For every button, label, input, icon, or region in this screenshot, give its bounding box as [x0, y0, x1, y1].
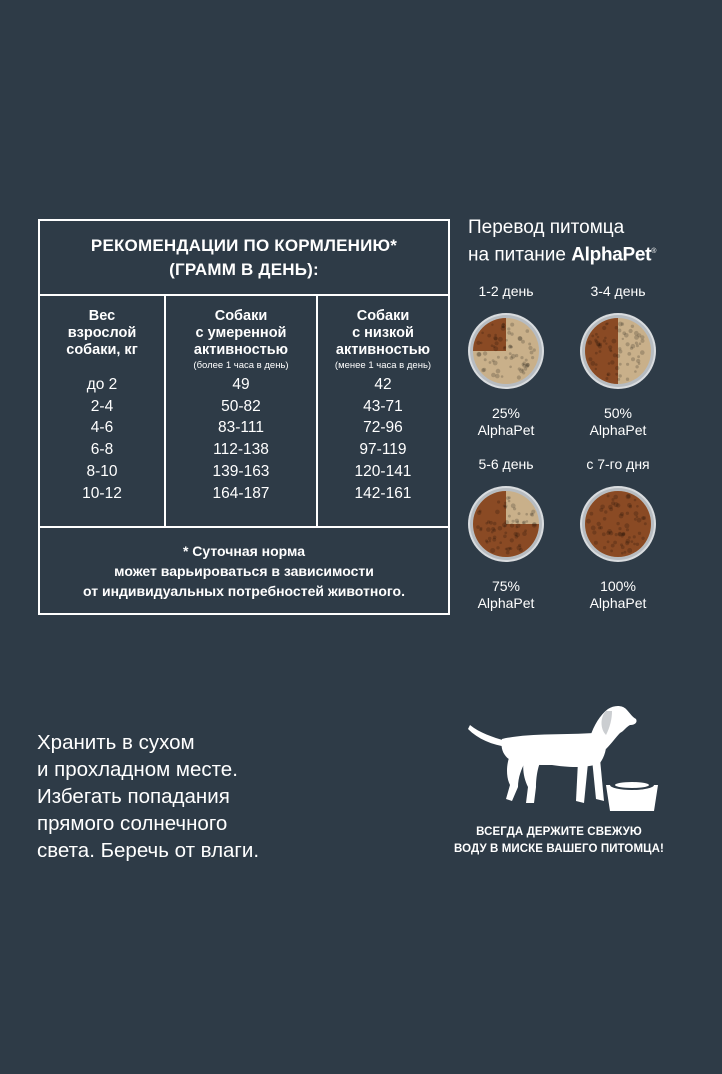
kibble-piece [622, 532, 625, 535]
kibble-piece [627, 352, 631, 356]
kibble-piece [636, 359, 640, 363]
kibble-piece [644, 522, 647, 525]
feeding-table-body [40, 296, 448, 528]
kibble-piece [598, 344, 602, 348]
table-cell: 112-138 [213, 441, 269, 459]
kibble-piece [636, 516, 639, 519]
kibble-piece [499, 541, 502, 544]
table-cell: 8-10 [86, 462, 118, 480]
kibble-piece [597, 522, 601, 526]
kibble-piece [493, 536, 497, 540]
kibble-piece [605, 377, 608, 380]
kibble-piece [631, 357, 635, 361]
kibble-piece [476, 525, 480, 529]
stage-day-label: 3-4 день [590, 283, 646, 299]
kibble-piece [636, 543, 639, 546]
kibble-piece [518, 544, 521, 547]
kibble-piece [637, 355, 640, 358]
table-cell: 83-111 [218, 419, 264, 437]
kibble-piece [626, 512, 629, 515]
kibble-piece [504, 502, 507, 505]
stage-percent: 50% [603, 405, 633, 421]
kibble-piece [614, 502, 619, 507]
kibble-piece [517, 375, 521, 379]
kibble-piece [633, 535, 636, 538]
kibble-piece [509, 366, 512, 369]
kibble-piece [602, 326, 606, 330]
transition-stage-3 [451, 456, 561, 612]
kibble-piece [613, 541, 617, 545]
kibble-piece [526, 329, 530, 333]
kibble-piece [480, 342, 483, 345]
kibble-piece [602, 532, 606, 536]
kibble-piece [641, 339, 645, 343]
stage-brand: AlphaPet [477, 422, 535, 438]
kibble-piece [635, 365, 638, 368]
kibble-piece [532, 522, 536, 526]
kibble-piece [481, 332, 484, 335]
storage-line: света. Беречь от влаги. [37, 839, 260, 862]
kibble-piece [604, 510, 607, 513]
kibble-piece [633, 543, 636, 546]
column-header-line: Собаки [214, 308, 268, 324]
kibble-piece [637, 333, 641, 337]
transition-stage-2 [563, 283, 673, 439]
kibble-piece [504, 356, 507, 359]
column-header-line: с умеренной [195, 325, 287, 341]
kibble-piece [600, 505, 605, 510]
storage-instructions [37, 729, 259, 864]
kibble-piece [506, 496, 510, 500]
kibble-piece [636, 344, 639, 347]
kibble-piece [627, 503, 632, 508]
kibble-piece [490, 548, 495, 553]
water-reminder-line: ВОДУ В МИСКЕ ВАШЕГО ПИТОМЦА! [454, 843, 664, 855]
feeding-table-footnote [40, 528, 448, 613]
column-values [355, 374, 412, 504]
kibble-piece [501, 375, 504, 378]
food-bowl-icon [466, 311, 546, 391]
kibble-piece [510, 538, 514, 542]
kibble-piece [526, 363, 530, 367]
kibble-piece [631, 344, 636, 349]
kibble-piece [634, 518, 637, 521]
kibble-piece [512, 520, 515, 523]
column-dog-weight [40, 296, 164, 526]
column-values [213, 374, 270, 504]
kibble-piece [511, 503, 516, 508]
kibble-piece [640, 350, 645, 355]
transition-title [468, 216, 656, 267]
kibble-piece [503, 346, 506, 349]
kibble-piece [491, 531, 494, 534]
kibble-piece [639, 342, 642, 345]
kibble-piece [509, 352, 512, 355]
kibble-piece [588, 340, 593, 345]
kibble-piece [497, 356, 500, 359]
stage-day-label: 5-6 день [478, 456, 534, 472]
column-note: (менее 1 часа в день) [334, 360, 432, 371]
footnote-line: от индивидуальных потребностей животного. [83, 582, 405, 599]
kibble-piece [607, 372, 611, 376]
kibble-piece [595, 333, 598, 336]
kibble-piece [615, 366, 619, 370]
stage-brand: AlphaPet [589, 422, 647, 438]
kibble-piece [624, 523, 629, 528]
kibble-piece [504, 532, 507, 535]
kibble-piece [524, 367, 528, 371]
kibble-piece [486, 527, 491, 532]
kibble-piece [481, 368, 485, 372]
kibble-piece [603, 339, 606, 342]
kibble-piece [491, 324, 493, 326]
table-cell: 6-8 [90, 441, 114, 459]
kibble-piece [497, 500, 500, 503]
kibble-piece [514, 532, 518, 536]
column-header-line: активностью [335, 342, 431, 358]
stage-day-label: с 7-го дня [586, 456, 650, 472]
kibble-piece [508, 345, 512, 349]
column-header [194, 308, 288, 360]
kibble-piece [607, 540, 610, 543]
kibble-piece [618, 527, 621, 530]
kibble-piece [616, 354, 620, 358]
brand-name: AlphaPet [571, 244, 652, 266]
kibble-piece [495, 341, 499, 345]
kibble-piece [507, 331, 511, 335]
kibble-piece [586, 519, 591, 524]
kibble-piece [595, 368, 597, 370]
kibble-piece [495, 374, 500, 379]
kibble-piece [607, 494, 610, 497]
kibble-piece [531, 510, 535, 514]
kibble-piece [631, 325, 634, 328]
water-reminder [428, 824, 690, 858]
kibble-piece [498, 337, 503, 342]
kibble-piece [496, 546, 499, 549]
transition-title-line1: Перевод питомца [468, 217, 625, 238]
column-header [66, 308, 137, 360]
kibble-piece [615, 533, 618, 536]
kibble-piece [603, 517, 607, 521]
kibble-piece [626, 378, 629, 381]
kibble-piece [619, 374, 622, 377]
feeding-table-heading [40, 221, 448, 296]
kibble-piece [595, 352, 598, 355]
kibble-piece [491, 527, 495, 531]
kibble-piece [627, 494, 631, 498]
stage-brand: AlphaPet [589, 595, 647, 611]
table-cell: 72-96 [363, 419, 403, 437]
feeding-table-title: РЕКОМЕНДАЦИИ ПО КОРМЛЕНИЮ* [90, 235, 398, 255]
column-low-activity [316, 296, 448, 526]
kibble-piece [612, 339, 617, 344]
kibble-piece [615, 326, 619, 330]
kibble-piece [610, 550, 613, 553]
column-header-line: собаки, кг [66, 342, 138, 358]
kibble-piece [610, 360, 614, 364]
kibble-piece [524, 529, 527, 532]
kibble-piece [476, 352, 481, 357]
food-bowl-icon [466, 484, 546, 564]
stage-brand: AlphaPet [477, 595, 535, 611]
kibble-piece [628, 536, 631, 539]
column-values [82, 374, 122, 504]
kibble-piece [518, 512, 521, 515]
kibble-piece [599, 350, 602, 353]
storage-line: прямого солнечного [37, 812, 228, 835]
kibble-piece [608, 362, 611, 365]
kibble-piece [622, 331, 626, 335]
kibble-piece [617, 329, 621, 333]
kibble-piece [642, 516, 646, 520]
kibble-piece [595, 363, 598, 366]
kibble-piece [511, 354, 516, 359]
kibble-piece [521, 369, 523, 371]
kibble-piece [516, 523, 521, 528]
kibble-piece [520, 356, 523, 359]
kibble-piece [521, 340, 525, 344]
storage-line: и прохладном месте. [37, 758, 238, 781]
table-cell: 97-119 [359, 441, 407, 459]
feeding-table [38, 219, 450, 615]
kibble-piece [620, 543, 623, 546]
kibble-piece [619, 363, 622, 366]
kibble-piece [495, 510, 500, 515]
table-cell: 164-187 [212, 484, 270, 502]
kibble-piece [480, 527, 483, 530]
kibble-piece [636, 505, 639, 508]
kibble-piece [624, 551, 627, 554]
kibble-piece [477, 511, 481, 515]
kibble-piece [591, 361, 596, 366]
table-cell: 42 [374, 376, 392, 393]
kibble-piece [483, 351, 487, 355]
kibble-piece [609, 531, 613, 535]
kibble-piece [510, 523, 514, 527]
kibble-piece [626, 342, 630, 346]
kibble-piece [516, 521, 519, 524]
footnote-line: может варьироваться в зависимости [114, 562, 374, 579]
kibble-piece [629, 329, 633, 333]
column-header-line: Собаки [356, 308, 410, 324]
kibble-piece [590, 512, 594, 516]
kibble-piece [507, 327, 510, 330]
stage-day-label: 1-2 день [478, 283, 534, 299]
kibble-piece [515, 354, 518, 357]
kibble-piece [622, 338, 624, 340]
kibble-piece [638, 532, 641, 535]
kibble-piece [489, 540, 491, 542]
kibble-piece [522, 371, 525, 374]
kibble-piece [498, 526, 503, 531]
kibble-piece [616, 522, 619, 525]
kibble-piece [634, 511, 639, 516]
stage-percent: 100% [600, 578, 636, 594]
kibble-piece [491, 344, 494, 347]
kibble-piece [611, 544, 615, 548]
kibble-piece [504, 504, 507, 507]
kibble-piece [634, 499, 637, 502]
kibble-piece [591, 335, 594, 338]
kibble-piece [626, 528, 629, 531]
kibble-piece [609, 349, 612, 352]
table-cell: 50-82 [221, 397, 261, 415]
kibble-piece [594, 541, 598, 545]
kibble-piece [525, 513, 528, 516]
kibble-piece [502, 323, 505, 326]
kibble-piece [641, 537, 644, 540]
kibble-piece [530, 351, 534, 355]
kibble-piece [605, 343, 607, 345]
kibble-piece [626, 363, 629, 366]
column-note: (более 1 часа в день) [193, 360, 289, 371]
kibble-piece [618, 532, 622, 536]
kibble-piece [617, 378, 620, 381]
table-cell: 43-71 [363, 397, 403, 415]
kibble-piece [528, 346, 532, 350]
kibble-piece [637, 518, 642, 523]
kibble-piece [487, 334, 491, 338]
kibble-piece [489, 361, 492, 364]
kibble-piece [518, 336, 523, 341]
kibble-piece [533, 348, 536, 351]
table-cell: до 2 [86, 376, 118, 393]
kibble-piece [488, 537, 492, 541]
food-bowl-icon [578, 484, 658, 564]
kibble-piece [634, 370, 637, 373]
food-bowl-icon [578, 311, 658, 391]
kibble-piece [486, 541, 489, 544]
transition-stage-4 [563, 456, 673, 612]
kibble-piece [493, 361, 498, 366]
stage-percent: 75% [491, 578, 521, 594]
column-moderate-activity [164, 296, 316, 526]
kibble-piece [528, 343, 531, 346]
storage-line: Избегать попадания [37, 785, 230, 808]
kibble-piece [531, 356, 534, 359]
transition-title-prefix: на питание [468, 244, 572, 266]
kibble-piece [484, 358, 487, 361]
water-reminder-line: ВСЕГДА ДЕРЖИТЕ СВЕЖУЮ [476, 826, 642, 838]
kibble-piece [506, 551, 510, 555]
kibble-piece [597, 336, 600, 339]
kibble-piece [523, 362, 526, 365]
kibble-piece [618, 350, 622, 354]
kibble-piece [504, 525, 506, 527]
feeding-table-subtitle: (ГРАММ В ДЕНЬ): [169, 259, 319, 279]
transition-title-line2 [468, 240, 656, 267]
column-header-line: активностью [193, 342, 289, 358]
kibble-piece [605, 323, 608, 326]
kibble-piece [615, 373, 618, 376]
kibble-piece [612, 498, 615, 501]
kibble-piece [506, 547, 510, 551]
kibble-piece [592, 530, 596, 534]
kibble-piece [525, 359, 528, 362]
kibble-piece [621, 552, 624, 555]
kibble-piece [588, 357, 592, 361]
transition-stage-1 [451, 283, 561, 439]
kibble-piece [508, 500, 511, 503]
kibble-piece [491, 373, 496, 378]
kibble-piece [523, 521, 527, 525]
table-cell: 120-141 [354, 462, 412, 480]
table-cell: 49 [232, 376, 250, 393]
column-header-line: с низкой [352, 325, 414, 341]
kibble-piece [508, 515, 511, 518]
column-header-line: Вес [88, 308, 116, 324]
table-cell: 2-4 [90, 397, 114, 415]
kibble-piece [493, 336, 497, 340]
kibble-piece [631, 540, 634, 543]
kibble-piece [518, 367, 521, 370]
kibble-piece [505, 339, 508, 342]
table-cell: 4-6 [90, 419, 114, 437]
kibble-piece [608, 505, 613, 510]
kibble-piece [620, 512, 624, 516]
table-cell: 139-163 [212, 462, 270, 480]
dog-with-water-bowl-icon [466, 703, 666, 815]
kibble-piece [604, 337, 607, 340]
column-header [336, 308, 430, 360]
kibble-piece [503, 535, 507, 539]
stage-percent: 25% [491, 405, 521, 421]
kibble-piece [621, 322, 624, 325]
table-cell: 10-12 [82, 484, 122, 502]
footnote-line: * Суточная норма [182, 542, 306, 559]
kibble-piece [626, 539, 631, 544]
kibble-piece [627, 548, 632, 553]
kibble-piece [510, 323, 514, 327]
kibble-piece [487, 520, 490, 523]
storage-line: Хранить в сухом [37, 731, 195, 754]
kibble-piece [603, 546, 606, 549]
kibble-piece [496, 369, 501, 374]
table-cell: 142-161 [354, 484, 412, 502]
kibble-piece [591, 526, 596, 531]
kibble-piece [598, 526, 601, 529]
trademark-mark: ® [651, 248, 657, 255]
kibble-piece [493, 522, 497, 526]
column-header-line: взрослой [67, 325, 137, 341]
